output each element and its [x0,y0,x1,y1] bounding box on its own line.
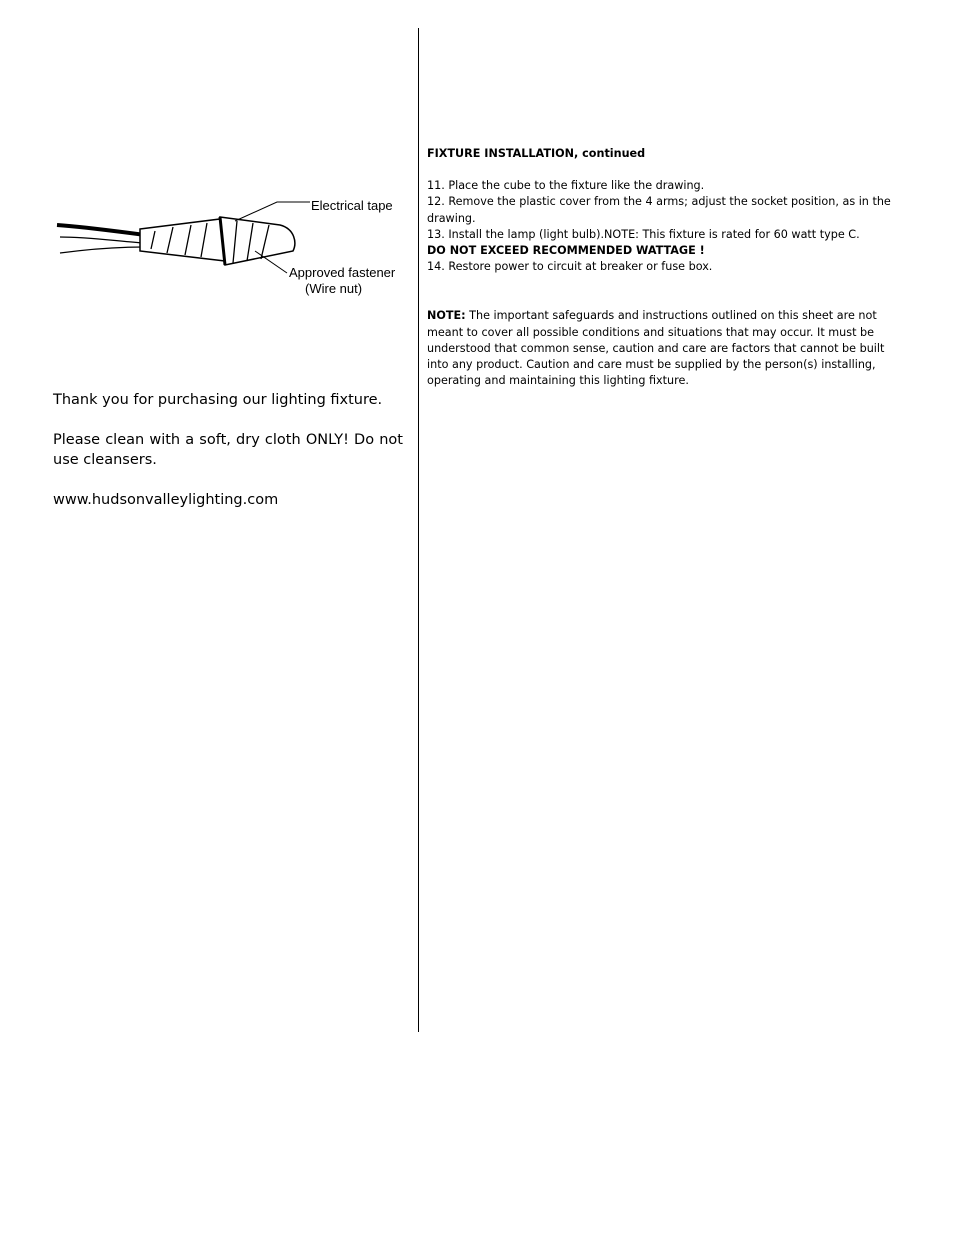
column-divider [418,28,419,1032]
left-column-text [53,390,403,530]
section-heading: FIXTURE INSTALLATION, continued [427,147,646,160]
wire-nut-diagram [55,185,410,300]
note-label: NOTE: [427,309,466,323]
cleaning-instructions: Please clean with a soft, dry cloth ONLY! Do not use cleansers. [53,432,403,468]
label-wire-nut: (Wire nut) [305,281,363,296]
website-link[interactable]: www.hudsonvalleylighting.com [53,492,279,508]
step-14: 14. Restore power to circuit at breaker or fuse box. [427,260,713,274]
note-text: The important safeguards and instructions outlined on this sheet are not meant to cover all possible conditions and situations that may occur. It must be understood that common sense, caution and care are factors that cannot be built into any product. Caution and care must be supplied by the person(s) installing, operating and maintaining this lighting fixture. [427,309,885,388]
wire-nut-illustration [55,185,410,300]
right-column-text [427,146,899,401]
step-13: 13. Install the lamp (light bulb).NOTE: This fixture is rated for 60 watt type C. [427,227,860,241]
step-11: 11. Place the cube to the fixture like the drawing. [427,179,705,193]
thank-you-text: Thank you for purchasing our lighting fixture. [53,392,383,408]
safety-note [427,308,899,389]
wattage-warning: DO NOT EXCEED RECOMMENDED WATTAGE ! [427,244,705,258]
label-electrical-tape: Electrical tape [311,198,393,213]
step-12: 12. Remove the plastic cover from the 4 arms; adjust the socket position, as in the drawing. [427,195,891,225]
label-approved-fastener: Approved fastener [289,265,396,280]
